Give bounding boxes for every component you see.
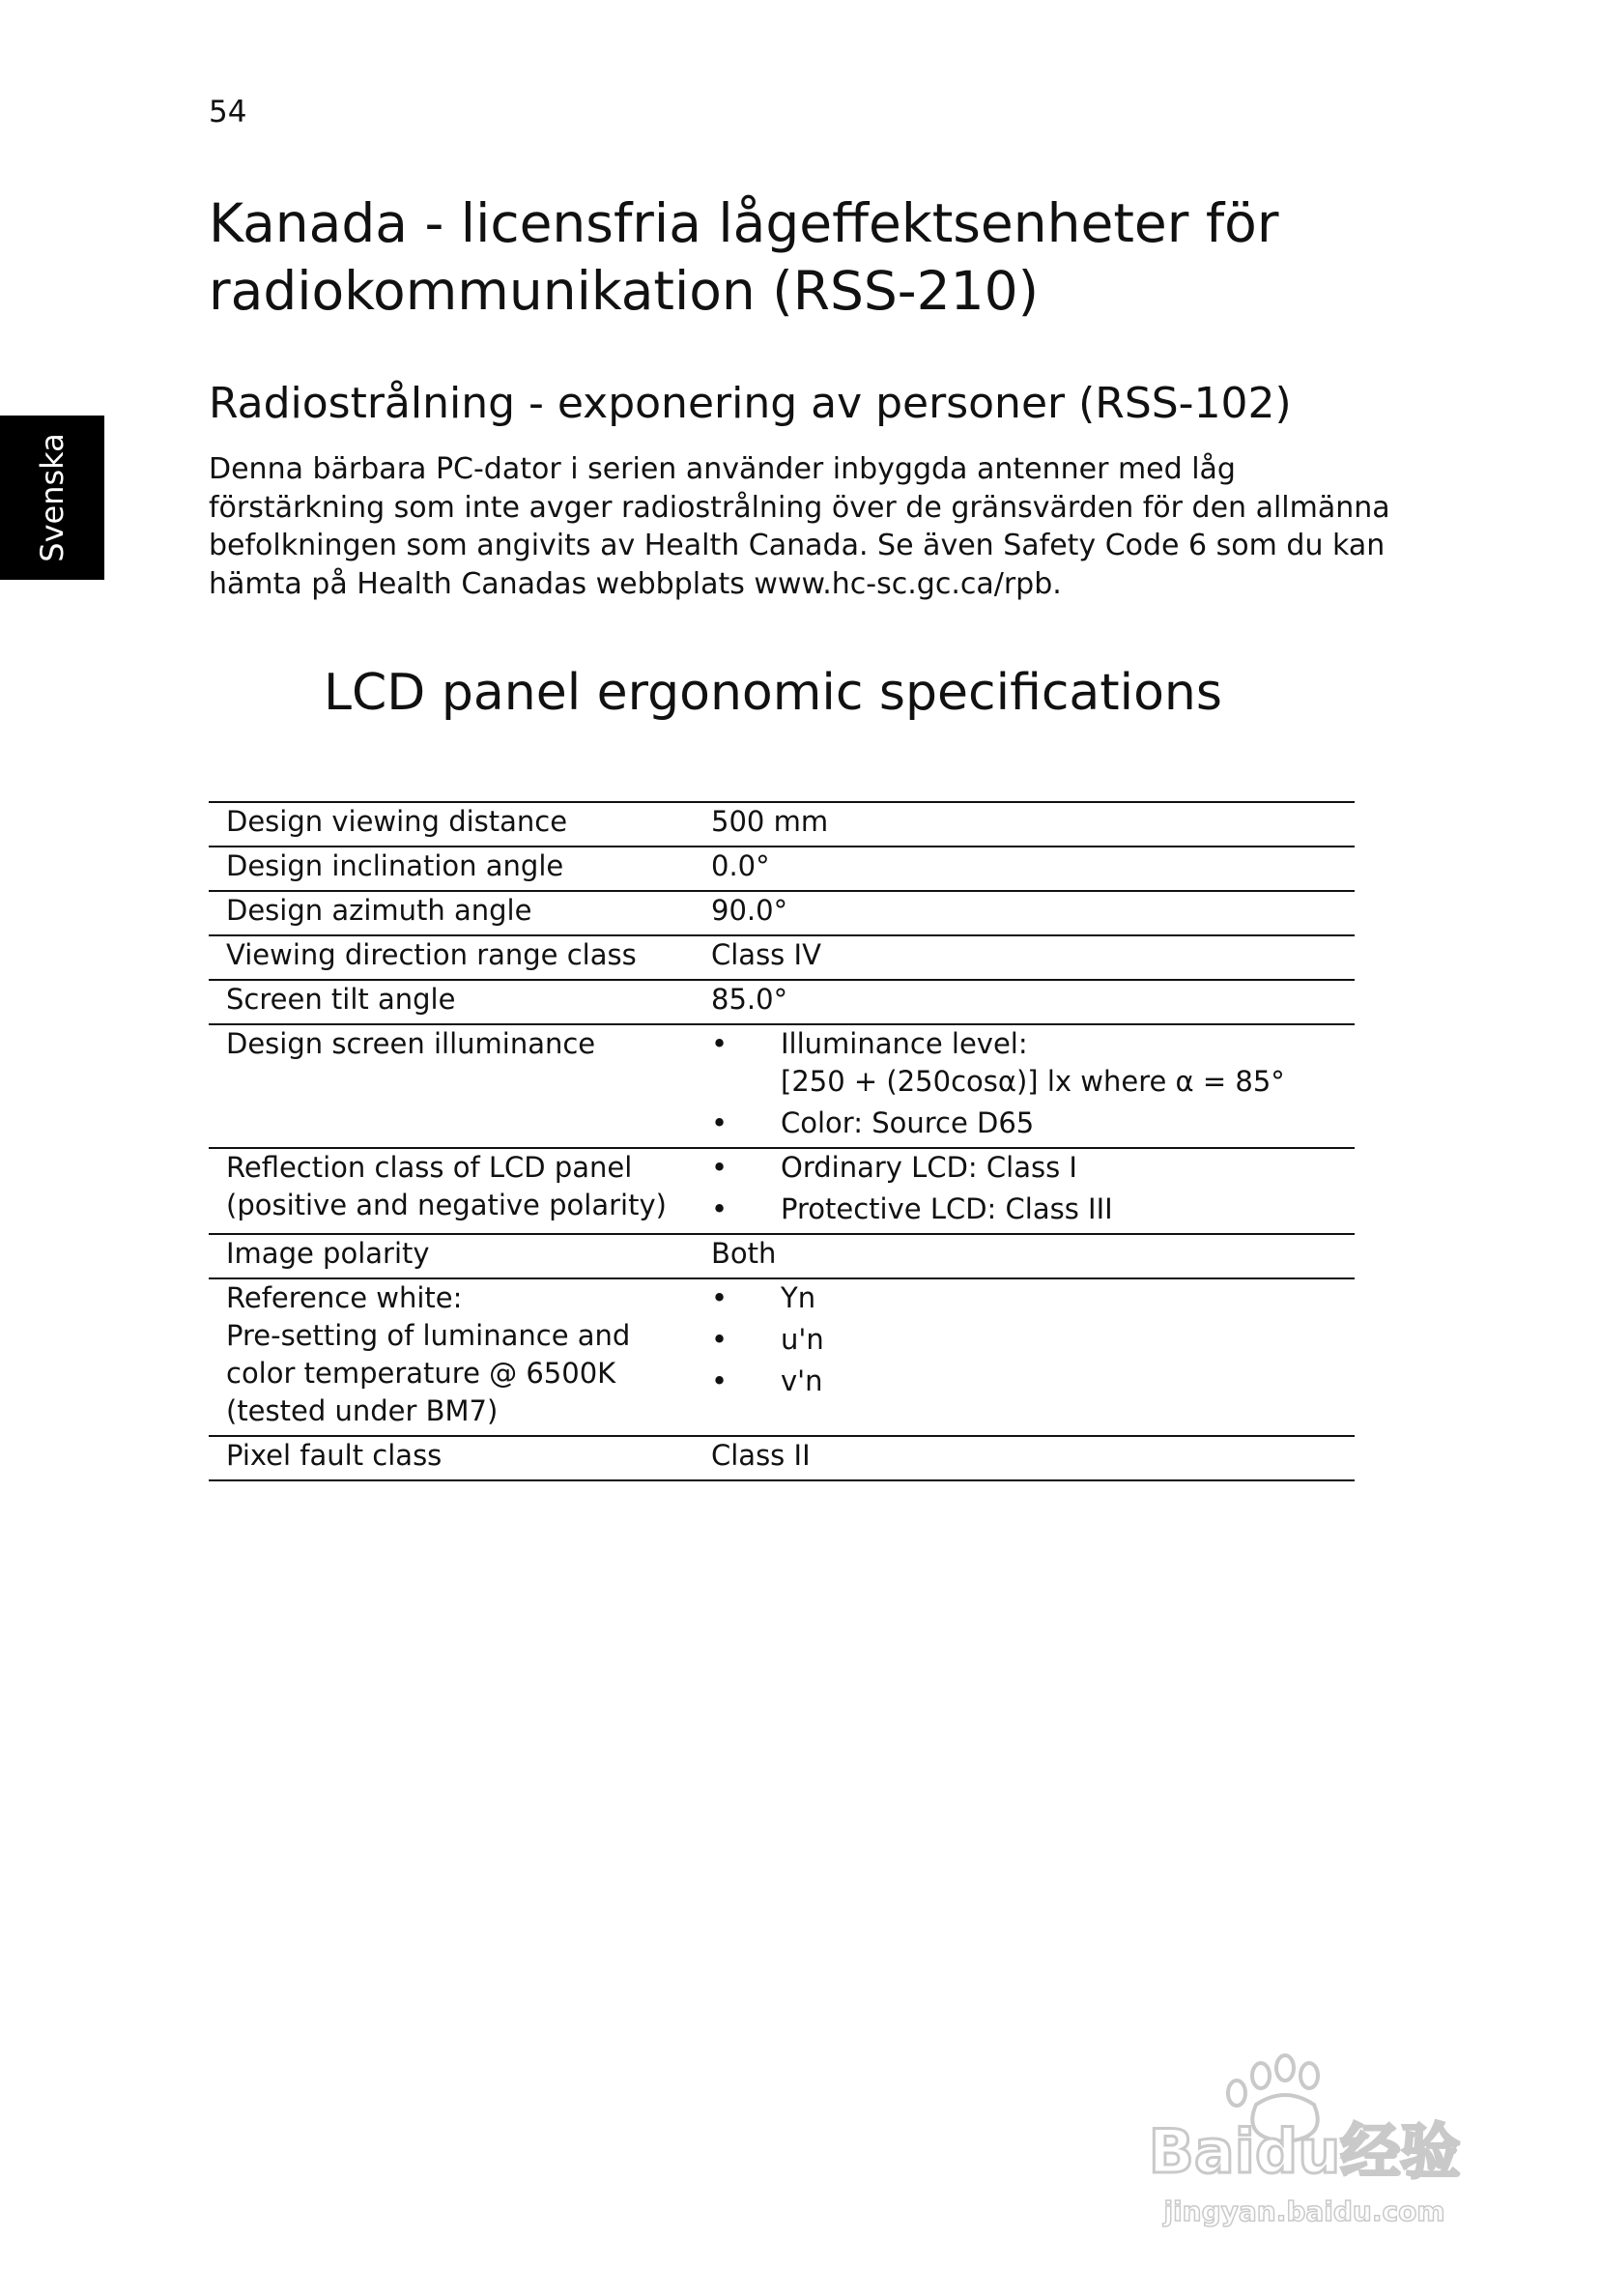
table-row — [209, 980, 1355, 1024]
language-tab — [0, 416, 104, 580]
row-label-line: Design inclination angle — [226, 849, 564, 882]
bullet-item — [711, 1363, 1355, 1400]
subsection-heading: Radiostrålning - exponering av personer (RSS-102) — [209, 379, 1292, 428]
bullet-item — [711, 1105, 1355, 1142]
bullet-list — [711, 1149, 1355, 1228]
row-label — [209, 847, 711, 891]
language-tab-label: Svenska — [34, 433, 71, 562]
row-label — [209, 1278, 711, 1436]
page-number: 54 — [209, 95, 247, 129]
row-label-line: Design viewing distance — [226, 805, 568, 838]
row-value-text: 85.0° — [711, 983, 788, 1016]
row-label-line: Viewing direction range class — [226, 938, 637, 971]
body-paragraph: Denna bärbara PC-dator i serien använder inbyggda antenner med låg förstärkning som inte avger radiostrålning över de gränsvärden för den allmänna befolkningen som angivits av Health Canada. Se även Safety Code 6 som du kan hämta på Health Canadas webbplats www.hc-sc.gc.ca/rpb. — [209, 452, 1390, 601]
table-title: LCD panel ergonomic specifications — [324, 664, 1222, 722]
table-row — [209, 1148, 1355, 1234]
row-label-line: Reference white: — [226, 1281, 463, 1314]
row-value-text: 90.0° — [711, 894, 788, 927]
row-label-line: Pre-setting of luminance and — [226, 1319, 631, 1352]
row-label-line: Screen tilt angle — [226, 983, 456, 1016]
row-label — [209, 891, 711, 935]
spec-table — [209, 801, 1355, 1481]
row-value-text: 0.0° — [711, 849, 770, 882]
baidu-watermark-logo — [1111, 2047, 1498, 2240]
row-value — [711, 1148, 1355, 1234]
table-row — [209, 1234, 1355, 1278]
row-label-line: Reflection class of LCD panel — [226, 1151, 633, 1184]
row-value — [711, 935, 1355, 980]
bullet-item — [711, 1279, 1355, 1317]
bullet-text: • Illuminance level: — [781, 1027, 1028, 1060]
row-value — [711, 980, 1355, 1024]
row-label-line: Pixel fault class — [226, 1439, 443, 1472]
row-label-line: (tested under BM7) — [226, 1394, 499, 1427]
row-value — [711, 847, 1355, 891]
row-value — [711, 802, 1355, 847]
bullet-item — [711, 1321, 1355, 1359]
row-label — [209, 935, 711, 980]
row-label-line: Image polarity — [226, 1237, 430, 1270]
table-row — [209, 1278, 1355, 1436]
row-label — [209, 980, 711, 1024]
row-label — [209, 1234, 711, 1278]
table-row — [209, 935, 1355, 980]
row-label — [209, 1436, 711, 1480]
row-label — [209, 1024, 711, 1148]
bullet-text: • Ordinary LCD: Class I — [781, 1151, 1077, 1184]
bullet-text: • Yn — [781, 1281, 816, 1314]
bullet-text: • u'n — [781, 1323, 824, 1356]
bullet-item — [711, 1025, 1355, 1101]
table-row — [209, 1024, 1355, 1148]
row-value — [711, 1234, 1355, 1278]
row-value — [711, 1436, 1355, 1480]
row-value — [711, 1278, 1355, 1436]
row-value-text: Class IV — [711, 938, 821, 971]
row-value — [711, 1024, 1355, 1148]
bullet-item — [711, 1191, 1355, 1228]
row-value-text: 500 mm — [711, 805, 829, 838]
row-value — [711, 891, 1355, 935]
row-label — [209, 802, 711, 847]
bullet-text: • Color: Source D65 — [781, 1106, 1035, 1139]
table-row — [209, 802, 1355, 847]
bullet-list — [711, 1279, 1355, 1400]
row-label-line: Design screen illuminance — [226, 1027, 596, 1060]
row-label-line: (positive and negative polarity) — [226, 1189, 667, 1221]
row-value-text: Both — [711, 1237, 777, 1270]
bullet-text: • v'n — [781, 1364, 823, 1397]
table-row — [209, 847, 1355, 891]
table-row — [209, 891, 1355, 935]
table-row — [209, 1436, 1355, 1480]
bullet-item — [711, 1149, 1355, 1187]
bullet-text: • Protective LCD: Class III — [781, 1192, 1113, 1225]
row-value-text: Class II — [711, 1439, 811, 1472]
row-label-line: color temperature @ 6500K — [226, 1357, 616, 1390]
bullet-list — [711, 1025, 1355, 1142]
watermark-url: jingyan.baidu.com — [1163, 2196, 1445, 2227]
row-label-line: Design azimuth angle — [226, 894, 532, 927]
watermark-logo-text: Baidu经验 — [1148, 2116, 1461, 2187]
row-label — [209, 1148, 711, 1234]
section-heading: Kanada - licensfria lågeffektsenheter för radiokommunikation (RSS-210) — [209, 192, 1279, 322]
bullet-text: [250 + (250cosα)] lx where α = 85° — [781, 1065, 1285, 1098]
